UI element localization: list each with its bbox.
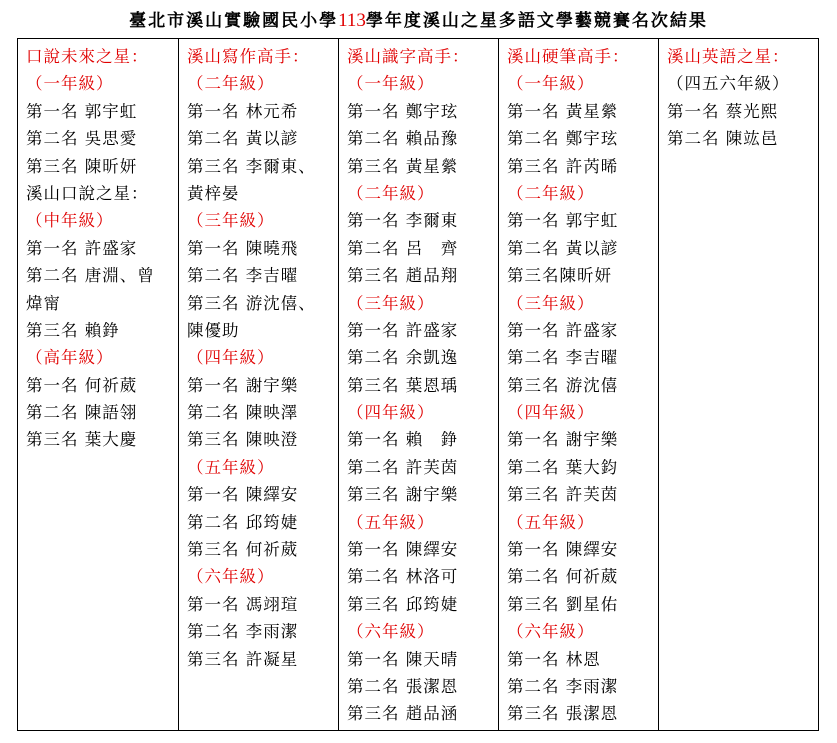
result-entry: 陳優助 (187, 320, 240, 340)
result-entry: 第三名 葉恩瑀 (347, 375, 459, 395)
result-entry: 第一名 許盛家 (26, 238, 138, 258)
section-heading: （一年級） (26, 74, 114, 94)
result-entry: 第一名 陳繹安 (187, 485, 299, 505)
result-entry: 第一名 陳繹安 (507, 540, 619, 560)
result-entry: 溪山口說之星： (26, 183, 149, 203)
result-entry: 第一名 黃星縈 (507, 101, 619, 121)
result-entry: 第三名 葉大慶 (26, 430, 138, 450)
result-entry: 第一名 陳天晴 (347, 649, 459, 669)
result-entry: 第一名 馮翊瑄 (187, 594, 299, 614)
result-entry: 第三名 張潔恩 (507, 704, 619, 724)
page-title (0, 10, 837, 32)
title-suffix: 學年度溪山之星多語文學藝競賽名次結果 (365, 11, 708, 31)
result-entry: 第一名 謝宇樂 (507, 430, 619, 450)
result-entry: 第三名 陳昕妍 (26, 156, 138, 176)
column-oral (18, 39, 179, 731)
section-heading: （四年級） (187, 348, 275, 368)
section-heading: 口說未來之星： (26, 47, 149, 66)
result-entry: 第一名 郭宇虹 (507, 211, 619, 231)
section-heading: （二年級） (507, 183, 595, 203)
section-heading: 溪山寫作高手： (187, 47, 310, 66)
result-entry: 第一名 林元希 (187, 101, 299, 121)
column-literacy (339, 39, 499, 731)
section-heading: （一年級） (507, 74, 595, 94)
result-entry: 第二名 何祈葳 (507, 567, 619, 587)
result-entry: 第三名 許凝星 (187, 649, 299, 669)
section-heading: （六年級） (507, 622, 595, 642)
result-entry: 第二名 鄭宇玹 (507, 129, 619, 149)
result-entry: 第一名 謝宇樂 (187, 375, 299, 395)
section-heading: 溪山識字高手： (347, 47, 470, 66)
section-heading: 溪山英語之星： (667, 47, 790, 66)
result-entry: 第二名 李吉曜 (187, 266, 299, 286)
section-heading: （六年級） (347, 622, 435, 642)
section-heading: （中年級） (26, 211, 114, 231)
result-entry: （四五六年級） (667, 74, 790, 94)
result-entry: 第一名 蔡光熙 (667, 101, 779, 121)
section-heading: （五年級） (347, 512, 435, 532)
section-heading: （二年級） (347, 183, 435, 203)
result-entry: 第二名 李雨潔 (187, 622, 299, 642)
result-entry: 煒甯 (26, 293, 61, 313)
result-entry: 第二名 許芙茵 (347, 457, 459, 477)
result-entry: 第三名 劉星佑 (507, 594, 619, 614)
column-handwriting (499, 39, 659, 731)
result-entry: 黃梓晏 (187, 183, 240, 203)
result-entry: 第三名陳昕妍 (507, 266, 612, 286)
result-entry: 第三名 何祈葳 (187, 540, 299, 560)
section-heading: （三年級） (507, 293, 595, 313)
result-entry: 第二名 余凱逸 (347, 348, 459, 368)
result-entry: 第三名 李爾東、 (187, 156, 316, 176)
result-entry: 第二名 林洛可 (347, 567, 459, 587)
result-entry: 第二名 呂 齊 (347, 238, 459, 258)
result-entry: 第一名 陳曉飛 (187, 238, 299, 258)
result-entry: 第三名 賴錚 (26, 320, 120, 340)
section-heading: （四年級） (347, 403, 435, 423)
result-entry: 第三名 邱筠婕 (347, 594, 459, 614)
result-entry: 第二名 張潔恩 (347, 676, 459, 696)
result-entry: 第二名 李吉曜 (507, 348, 619, 368)
column-english (659, 39, 819, 731)
title-prefix: 臺北市溪山實驗國民小學 (129, 11, 339, 31)
result-entry: 第三名 許芙茵 (507, 485, 619, 505)
section-heading: （三年級） (187, 211, 275, 231)
result-entry: 第一名 賴 錚 (347, 430, 459, 450)
result-entry: 第三名 趙品翔 (347, 266, 459, 286)
section-heading: 溪山硬筆高手： (507, 47, 630, 66)
result-entry: 第三名 許芮晞 (507, 156, 619, 176)
result-entry: 第一名 郭宇虹 (26, 101, 138, 121)
result-entry: 第二名 賴品豫 (347, 129, 459, 149)
result-entry: 第二名 李雨潔 (507, 676, 619, 696)
result-entry: 第二名 陳映澤 (187, 403, 299, 423)
section-heading: （五年級） (507, 512, 595, 532)
result-entry: 第二名 黃以諺 (507, 238, 619, 258)
section-heading: （五年級） (187, 457, 275, 477)
result-entry: 第一名 陳繹安 (347, 540, 459, 560)
section-heading: （四年級） (507, 403, 595, 423)
section-heading: （二年級） (187, 74, 275, 94)
section-heading: （三年級） (347, 293, 435, 313)
section-heading: （一年級） (347, 74, 435, 94)
result-entry: 第三名 游沈僖 (507, 375, 619, 395)
result-entry: 第二名 陳語翎 (26, 403, 138, 423)
result-entry: 第二名 黃以諺 (187, 129, 299, 149)
results-row (18, 39, 819, 731)
title-year: 113 (338, 10, 366, 31)
result-entry: 第三名 陳映澄 (187, 430, 299, 450)
result-entry: 第二名 葉大鈞 (507, 457, 619, 477)
result-entry: 第一名 許盛家 (507, 320, 619, 340)
column-writing (179, 39, 339, 731)
result-entry: 第一名 林恩 (507, 649, 601, 669)
result-entry: 第一名 李爾東 (347, 211, 459, 231)
result-entry: 第二名 邱筠婕 (187, 512, 299, 532)
results-table (17, 38, 819, 731)
result-entry: 第三名 謝宇樂 (347, 485, 459, 505)
result-entry: 第三名 游沈僖、 (187, 293, 316, 313)
result-entry: 第一名 許盛家 (347, 320, 459, 340)
result-entry: 第二名 唐淵、曾 (26, 266, 155, 286)
result-entry: 第一名 鄭宇玹 (347, 101, 459, 121)
result-entry: 第三名 黃星縈 (347, 156, 459, 176)
section-heading: （高年級） (26, 348, 114, 368)
result-entry: 第三名 趙品涵 (347, 704, 459, 724)
result-entry: 第二名 陳竑邑 (667, 129, 779, 149)
result-entry: 第二名 吳思愛 (26, 129, 138, 149)
result-entry: 第一名 何祈葳 (26, 375, 138, 395)
section-heading: （六年級） (187, 567, 275, 587)
